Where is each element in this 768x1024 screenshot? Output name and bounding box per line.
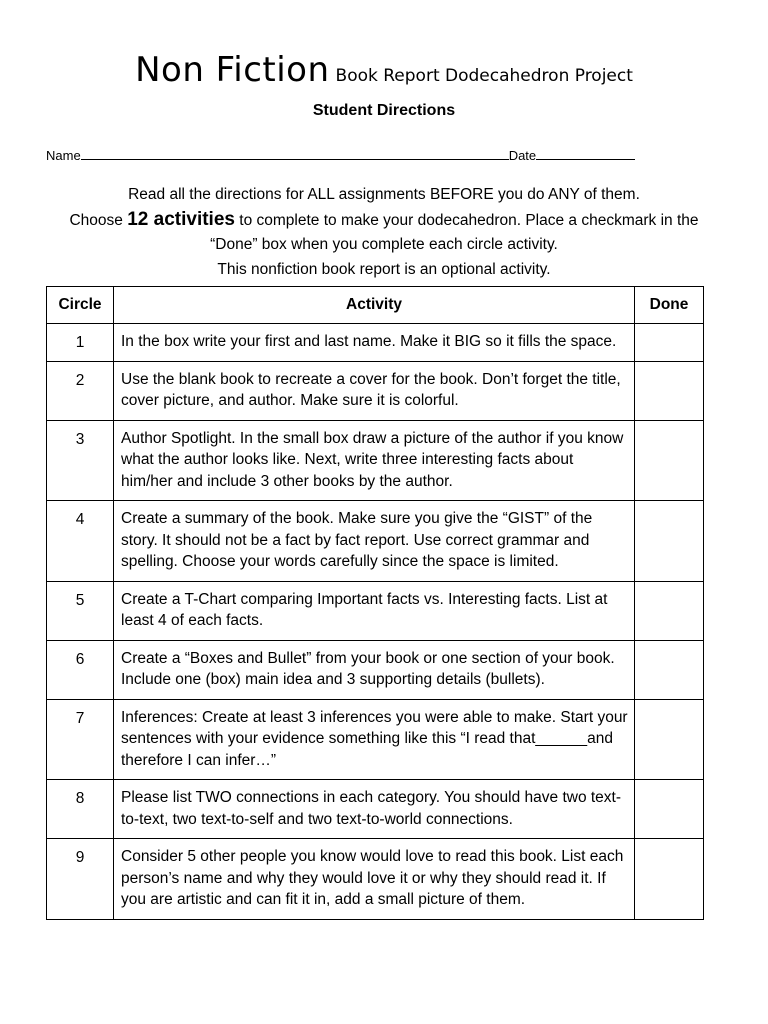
table-header-row: [47, 287, 704, 324]
activity-text: Author Spotlight. In the small box draw a picture of the author if you know what the author looks like. Next, write three interesting facts about him/her and include 3 other books by the author.: [114, 420, 635, 501]
name-label: Name: [46, 148, 81, 163]
table-row: [47, 420, 704, 501]
header-done: Done: [635, 287, 704, 324]
circle-number: 1: [47, 324, 114, 362]
table-row: [47, 581, 704, 640]
circle-number: 9: [47, 839, 114, 920]
directions-line-1: Read all the directions for ALL assignments BEFORE you do ANY of them.: [128, 186, 640, 203]
activity-text: Use the blank book to recreate a cover for the book. Don’t forget the title, cover picture, and author. Make sure it is colorful.: [114, 361, 635, 420]
directions-block: [20, 183, 748, 282]
directions-line-4: This nonfiction book report is an optional activity.: [217, 260, 551, 278]
page-subtitle: Student Directions: [312, 102, 456, 119]
activities-table: [46, 286, 704, 920]
activity-text: Inferences: Create at least 3 inferences you were able to make. Start your sentences with your evidence something like this “I read that______and therefore I can infer…”: [114, 699, 635, 780]
table-row: [47, 699, 704, 780]
activity-text: Create a “Boxes and Bullet” from your book or one section of your book. Include one (box) main idea and 3 supporting details (bullets).: [114, 640, 635, 699]
done-checkbox-cell[interactable]: [635, 780, 704, 839]
circle-number: 3: [47, 420, 114, 501]
directions-line-2-prefix: Choose: [69, 211, 128, 229]
table-row: [47, 640, 704, 699]
circle-number: 2: [47, 361, 114, 420]
done-checkbox-cell[interactable]: [635, 581, 704, 640]
circle-number: 4: [47, 501, 114, 582]
done-checkbox-cell[interactable]: [635, 361, 704, 420]
done-checkbox-cell[interactable]: [635, 501, 704, 582]
table-row: [47, 501, 704, 582]
done-checkbox-cell[interactable]: [635, 699, 704, 780]
title-sub: Book Report Dodecahedron Project: [335, 66, 633, 86]
done-checkbox-cell[interactable]: [635, 324, 704, 362]
activity-count-emphasis: 12 activities: [127, 208, 235, 230]
activity-text: Please list TWO connections in each category. You should have two text-to-text, two text-to-self and two text-to-world connections.: [114, 780, 635, 839]
name-date-line: [46, 146, 726, 163]
directions-line-3: “Done” box when you complete each circle activity.: [210, 236, 558, 253]
circle-number: 6: [47, 640, 114, 699]
date-field[interactable]: [536, 146, 635, 160]
activity-text: Create a T-Chart comparing Important facts vs. Interesting facts. List at least 4 of each facts.: [114, 581, 635, 640]
done-checkbox-cell[interactable]: [635, 839, 704, 920]
document-title: [0, 50, 768, 90]
name-field[interactable]: [81, 146, 509, 160]
date-label: Date: [508, 148, 537, 163]
directions-line-2: [20, 208, 748, 234]
circle-number: 8: [47, 780, 114, 839]
directions-line-2-suffix: to complete to make your dodecahedron. Place a checkmark in the: [234, 211, 699, 229]
table-row: [47, 361, 704, 420]
circle-number: 7: [47, 699, 114, 780]
circle-number: 5: [47, 581, 114, 640]
title-main: Non Fiction: [135, 50, 330, 90]
header-activity: Activity: [114, 287, 635, 324]
table-row: [47, 780, 704, 839]
activity-text: In the box write your first and last name. Make it BIG so it fills the space.: [114, 324, 635, 362]
header-circle: Circle: [47, 287, 114, 324]
table-row: [47, 324, 704, 362]
done-checkbox-cell[interactable]: [635, 420, 704, 501]
table-row: [47, 839, 704, 920]
activity-text: Consider 5 other people you know would love to read this book. List each person’s name and why they would love it or why they should read it. If you are artistic and can fit it in, add a small picture of them.: [114, 839, 635, 920]
activity-text: Create a summary of the book. Make sure you give the “GIST” of the story. It should not be a fact by fact report. Use correct grammar and spelling. Choose your words carefully since the space is limited.: [114, 501, 635, 582]
done-checkbox-cell[interactable]: [635, 640, 704, 699]
